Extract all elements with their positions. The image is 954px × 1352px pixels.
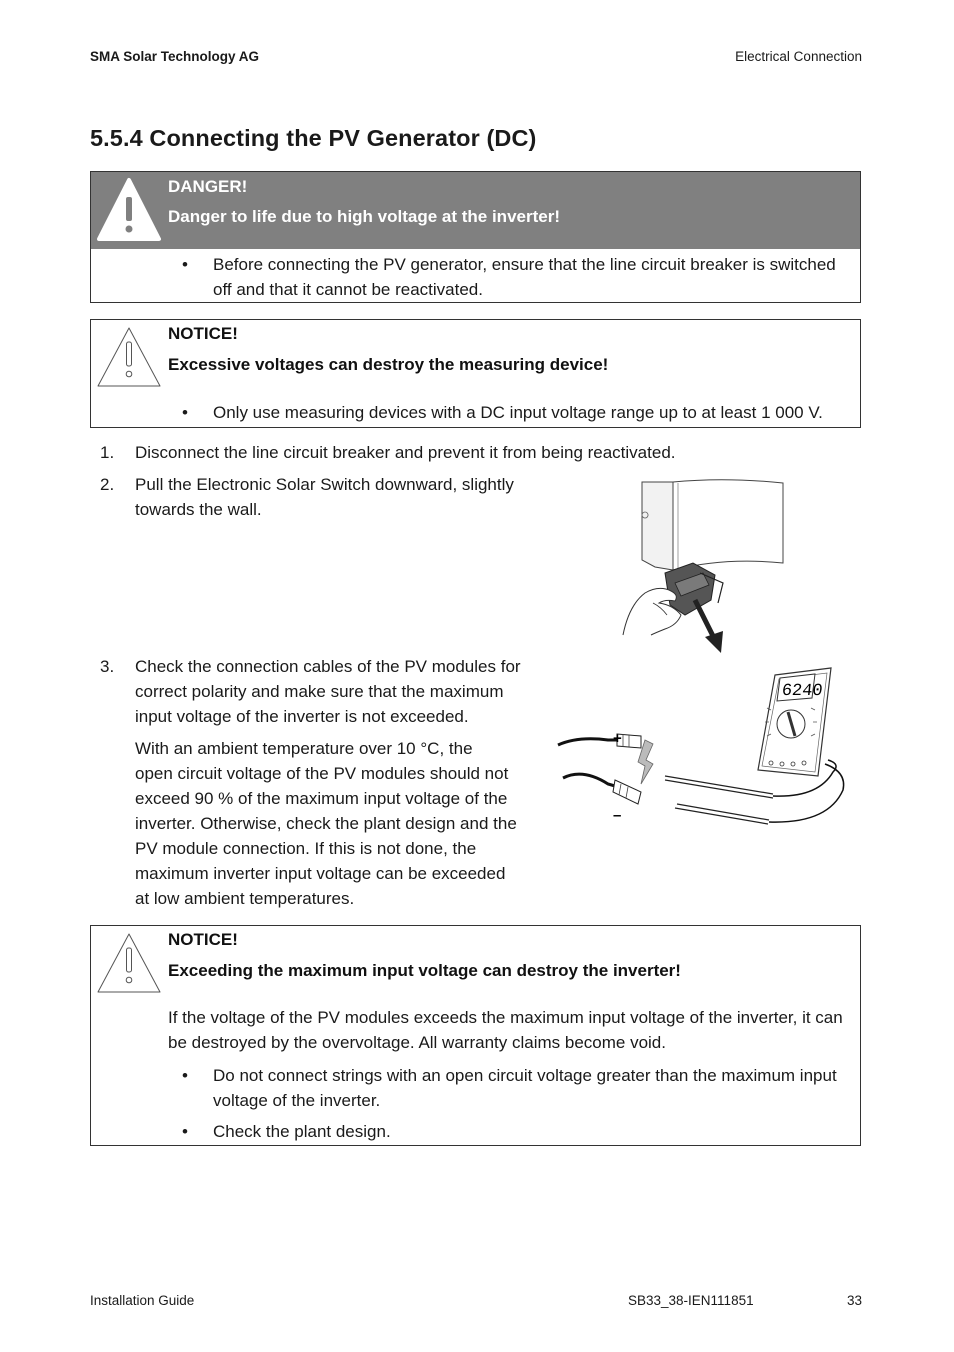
notice1-bullet-text: Only use measuring devices with a DC input voltage range up to at least 1 000 V. xyxy=(213,403,823,422)
step-3-number: 3. xyxy=(100,657,115,676)
step-1-number: 1. xyxy=(100,443,115,462)
footer-doc-title: Installation Guide xyxy=(90,1293,195,1308)
notice-box-1: NOTICE! Excessive voltages can destroy the measuring device! • Only use measuring devices with a DC input voltage range up to at least 1 000 V. xyxy=(90,319,861,428)
notice2-headline: Exceeding the maximum input voltage can destroy the inverter! xyxy=(168,961,681,980)
step-3-line2: correct polarity and make sure that the maximum xyxy=(135,682,504,701)
step-3-note-line2: open circuit voltage of the PV modules should not xyxy=(135,764,509,783)
danger-headline: Danger to life due to high voltage at the inverter! xyxy=(168,207,560,226)
step-3-note-line3: exceed 90 % of the maximum input voltage of the xyxy=(135,789,508,808)
step-2-line2: towards the wall. xyxy=(135,500,262,519)
step-2-number: 2. xyxy=(100,475,115,494)
notice2-para-line1: If the voltage of the PV modules exceeds the maximum input voltage of the inverter, it can xyxy=(168,1008,843,1027)
step-3-note-line1: With an ambient temperature over 10 °C, the xyxy=(135,739,473,758)
danger-box: DANGER! Danger to life due to high voltage at the inverter! • Before connecting the PV generator, ensure that the line circuit breaker is switched off and that it cannot be reactivated. xyxy=(90,171,861,303)
minus-sign: – xyxy=(613,807,622,824)
warning-triangle-icon xyxy=(96,177,162,243)
notice1-headline: Excessive voltages can destroy the measuring device! xyxy=(168,355,609,374)
footer-page-number: 33 xyxy=(846,1293,862,1308)
notice2-para-line2: be destroyed by the overvoltage. All warranty claims become void. xyxy=(168,1033,666,1052)
step-3-note-line7: at low ambient temperatures. xyxy=(135,889,355,908)
danger-bullet-line2: off and that it cannot be reactivated. xyxy=(213,280,483,299)
footer-doc-code: SB33_38-IEN111851 xyxy=(628,1293,754,1308)
notice-box-2: NOTICE! Exceeding the maximum input voltage can destroy the inverter! If the voltage of the PV modules exceeds the maximum input voltage of the inverter, it can be destroyed by the overvoltage. All warranty claims become void. • Do not connect strings with an open circuit voltage greater than the maximum input voltage of the inverter. • Check the plant design. xyxy=(90,925,861,1146)
step-3-line1: Check the connection cables of the PV modules for xyxy=(135,657,521,676)
step-3-note-line6: maximum inverter input voltage can be exceeded xyxy=(135,864,506,883)
notice-triangle-icon xyxy=(95,931,163,995)
notice2-label: NOTICE! xyxy=(168,930,238,949)
danger-header xyxy=(91,172,860,249)
danger-bullet-line1: Before connecting the PV generator, ensure that the line circuit breaker is switched xyxy=(213,255,836,274)
step-1-text: Disconnect the line circuit breaker and prevent it from being reactivated. xyxy=(135,443,676,462)
step-3-note-line5: PV module connection. If this is not done, the xyxy=(135,839,477,858)
notice2-bullet1-line2: voltage of the inverter. xyxy=(213,1091,381,1110)
notice1-label: NOTICE! xyxy=(168,324,238,343)
ess-removal-illustration xyxy=(615,475,805,660)
notice2-bullet2-text: Check the plant design. xyxy=(213,1122,391,1141)
multimeter-display-value: 6240 xyxy=(780,682,824,701)
step-3-line3: input voltage of the inverter is not exceeded. xyxy=(135,707,469,726)
danger-label: DANGER! xyxy=(168,177,248,196)
header-company: SMA Solar Technology AG xyxy=(90,49,260,64)
notice2-bullet1-line1: Do not connect strings with an open circuit voltage greater than the maximum input xyxy=(213,1066,837,1085)
step-2-line1: Pull the Electronic Solar Switch downward, slightly xyxy=(135,475,514,494)
plus-sign: + xyxy=(613,730,622,747)
header-chapter: Electrical Connection xyxy=(735,49,862,64)
notice-triangle-icon xyxy=(95,325,163,389)
step-3-note-line4: inverter. Otherwise, check the plant design and the xyxy=(135,814,517,833)
section-title: 5.5.4 Connecting the PV Generator (DC) xyxy=(90,125,537,151)
multimeter-illustration xyxy=(553,660,853,825)
notice2-paragraph xyxy=(168,1005,843,1055)
